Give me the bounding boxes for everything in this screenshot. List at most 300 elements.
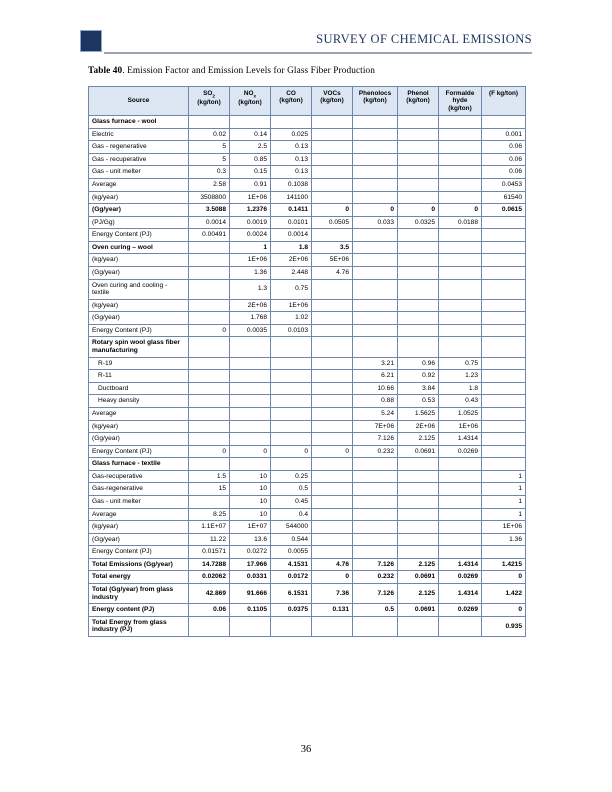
data-cell: 1E+06 [482, 521, 526, 534]
data-cell [439, 166, 482, 179]
data-cell [482, 337, 526, 357]
data-cell [398, 324, 439, 337]
data-cell: 1.02 [271, 312, 312, 325]
data-cell: 2.5 [230, 141, 271, 154]
data-cell: 0.13 [271, 153, 312, 166]
data-cell: 7.36 [312, 584, 353, 604]
data-cell [398, 116, 439, 129]
data-cell [439, 128, 482, 141]
data-cell [482, 267, 526, 280]
data-cell [398, 229, 439, 242]
data-cell [482, 370, 526, 383]
data-cell [353, 324, 398, 337]
data-cell: 4.76 [312, 558, 353, 571]
data-cell [312, 382, 353, 395]
data-cell: 0 [271, 445, 312, 458]
data-cell: 0.0691 [398, 445, 439, 458]
data-cell: 1E+06 [271, 299, 312, 312]
data-cell [439, 533, 482, 546]
table-row [89, 496, 526, 509]
data-cell [482, 216, 526, 229]
row-label-cell: Electric [89, 128, 189, 141]
data-cell [271, 337, 312, 357]
data-cell [230, 616, 271, 636]
data-cell [482, 324, 526, 337]
data-cell [398, 191, 439, 204]
table-row [89, 337, 526, 357]
data-cell [353, 153, 398, 166]
data-cell [398, 241, 439, 254]
table-row [89, 433, 526, 446]
data-cell [312, 433, 353, 446]
row-label-cell: (PJ/Gg) [89, 216, 189, 229]
data-cell [271, 433, 312, 446]
data-cell [271, 116, 312, 129]
table-row [89, 533, 526, 546]
table-row [89, 357, 526, 370]
data-cell: 1 [482, 483, 526, 496]
table-row [89, 470, 526, 483]
data-cell: 10 [230, 508, 271, 521]
table-caption-text: . Emission Factor and Emission Levels for Glass Fiber Production [122, 66, 376, 76]
data-cell: 2E+06 [398, 420, 439, 433]
data-cell: 0.3 [189, 166, 230, 179]
row-label-cell: Total (Gg/year) from glass industry [89, 584, 189, 604]
data-cell [398, 546, 439, 559]
data-cell: 91.666 [230, 584, 271, 604]
data-cell: 0.0615 [482, 204, 526, 217]
data-cell [439, 254, 482, 267]
data-cell [398, 178, 439, 191]
row-label-cell: Energy content (PJ) [89, 604, 189, 617]
data-cell [353, 312, 398, 325]
data-cell [230, 458, 271, 471]
data-cell: 6.21 [353, 370, 398, 383]
row-label-cell: (Gg/year) [89, 433, 189, 446]
data-cell [439, 324, 482, 337]
table-row [89, 254, 526, 267]
data-cell [312, 312, 353, 325]
data-cell [353, 254, 398, 267]
data-cell: 1.4314 [439, 433, 482, 446]
column-header-nox: $NO_x$ (kg/ton) [230, 87, 271, 116]
data-cell [312, 178, 353, 191]
data-cell: 1.1E+07 [189, 521, 230, 534]
data-cell: 0.0269 [439, 571, 482, 584]
data-cell: 1.3 [230, 279, 271, 299]
data-cell [353, 279, 398, 299]
row-label-cell: Oven curing – wool [89, 241, 189, 254]
data-cell [353, 521, 398, 534]
row-label-cell: Energy Content (PJ) [89, 546, 189, 559]
column-header-formaldehyde: Formalde hyde (kg/ton) [439, 87, 482, 116]
data-cell [398, 470, 439, 483]
data-cell: 3.5 [312, 241, 353, 254]
column-header-source: Source [89, 87, 189, 116]
data-cell: 0.13 [271, 141, 312, 154]
data-cell [189, 312, 230, 325]
data-cell [482, 229, 526, 242]
row-label-cell: Glass furnace - textile [89, 458, 189, 471]
data-cell: 2.125 [398, 433, 439, 446]
header-logo-mark [80, 30, 102, 52]
data-cell: 1 [230, 241, 271, 254]
table-row [89, 267, 526, 280]
row-label-cell: (kg/year) [89, 420, 189, 433]
data-cell: 1.4215 [482, 558, 526, 571]
data-cell: 2.125 [398, 584, 439, 604]
data-cell: 0 [482, 571, 526, 584]
data-cell: 2.448 [271, 267, 312, 280]
data-cell: 0.02 [189, 128, 230, 141]
data-cell [439, 508, 482, 521]
data-cell: 0.1411 [271, 204, 312, 217]
data-cell [398, 508, 439, 521]
table-row [89, 216, 526, 229]
data-cell [312, 616, 353, 636]
data-cell [482, 445, 526, 458]
data-cell [482, 395, 526, 408]
data-cell [271, 370, 312, 383]
data-cell [353, 267, 398, 280]
table-row [89, 128, 526, 141]
data-cell: 0.06 [482, 166, 526, 179]
row-label-cell: Total Emissions (Gg/year) [89, 558, 189, 571]
data-cell: 7.126 [353, 558, 398, 571]
data-cell: 0.02062 [189, 571, 230, 584]
data-cell [312, 508, 353, 521]
data-cell [482, 312, 526, 325]
data-cell [353, 191, 398, 204]
data-cell [189, 116, 230, 129]
row-label-cell: Heavy density [89, 395, 189, 408]
row-label-cell: Average [89, 407, 189, 420]
data-cell [439, 458, 482, 471]
data-cell [398, 496, 439, 509]
data-cell [353, 141, 398, 154]
data-cell: 0 [312, 204, 353, 217]
row-label-cell: R-19 [89, 357, 189, 370]
table-row [89, 604, 526, 617]
table-row [89, 178, 526, 191]
running-header-title: SURVEY OF CHEMICAL EMISSIONS [316, 32, 532, 46]
data-cell [398, 153, 439, 166]
table-row [89, 521, 526, 534]
data-cell [439, 312, 482, 325]
data-cell: 0.06 [482, 141, 526, 154]
data-cell: 0.43 [439, 395, 482, 408]
data-cell [312, 116, 353, 129]
data-cell [353, 178, 398, 191]
data-cell: 1 [482, 508, 526, 521]
data-cell [398, 483, 439, 496]
header-divider-rule [104, 52, 532, 54]
data-cell [439, 267, 482, 280]
data-cell: 17.966 [230, 558, 271, 571]
data-cell: 0.15 [230, 166, 271, 179]
data-cell [353, 241, 398, 254]
data-cell [398, 128, 439, 141]
data-cell: 1E+06 [439, 420, 482, 433]
data-cell: 0.001 [482, 128, 526, 141]
data-cell [189, 299, 230, 312]
data-cell: 0.00491 [189, 229, 230, 242]
data-cell: 0.0014 [271, 229, 312, 242]
data-cell: 7.126 [353, 584, 398, 604]
data-cell: 6.1531 [271, 584, 312, 604]
data-cell [439, 241, 482, 254]
data-cell: 0.88 [353, 395, 398, 408]
data-cell [398, 616, 439, 636]
data-cell: 0.0014 [189, 216, 230, 229]
table-row [89, 324, 526, 337]
row-label-cell: R-11 [89, 370, 189, 383]
data-cell [189, 241, 230, 254]
data-cell: 0.0505 [312, 216, 353, 229]
data-cell: 1.4314 [439, 558, 482, 571]
data-cell [398, 267, 439, 280]
data-cell: 1.2376 [230, 204, 271, 217]
data-cell: 0.5 [271, 483, 312, 496]
row-label-cell: Total energy [89, 571, 189, 584]
data-cell: 0.0188 [439, 216, 482, 229]
data-cell [271, 407, 312, 420]
data-cell: 0.06 [482, 153, 526, 166]
data-cell [398, 254, 439, 267]
data-cell [189, 337, 230, 357]
data-cell: 42.869 [189, 584, 230, 604]
data-cell [353, 229, 398, 242]
table-row [89, 370, 526, 383]
data-cell: 0.0269 [439, 445, 482, 458]
data-cell [353, 616, 398, 636]
data-cell [398, 141, 439, 154]
data-cell [312, 153, 353, 166]
row-label-cell: Ductboard [89, 382, 189, 395]
data-cell [482, 407, 526, 420]
data-cell [398, 166, 439, 179]
data-cell: 3.84 [398, 382, 439, 395]
row-label-cell: Gas - regenerative [89, 141, 189, 154]
table-row [89, 153, 526, 166]
data-cell [230, 382, 271, 395]
data-cell: 0.232 [353, 445, 398, 458]
data-cell: 0.53 [398, 395, 439, 408]
data-cell: 1.5625 [398, 407, 439, 420]
data-cell: 0.85 [230, 153, 271, 166]
table-row [89, 229, 526, 242]
page-number: 36 [300, 744, 312, 755]
data-cell [230, 407, 271, 420]
data-cell [312, 324, 353, 337]
data-cell [312, 546, 353, 559]
data-cell: 5 [189, 141, 230, 154]
table-row [89, 445, 526, 458]
data-cell [312, 470, 353, 483]
data-cell: 1E+07 [230, 521, 271, 534]
row-label-cell: (Gg/year) [89, 204, 189, 217]
data-cell: 0.0691 [398, 571, 439, 584]
data-cell: 10 [230, 483, 271, 496]
data-cell: 0.06 [189, 604, 230, 617]
data-cell [439, 153, 482, 166]
data-cell [189, 267, 230, 280]
column-header-phenolocs: Phenolocs (kg/ton) [353, 87, 398, 116]
data-cell: 4.1531 [271, 558, 312, 571]
data-cell: 2E+06 [271, 254, 312, 267]
table-header-row [89, 87, 526, 116]
row-label-cell: (kg/year) [89, 191, 189, 204]
data-cell: 0 [353, 204, 398, 217]
data-cell: 2E+06 [230, 299, 271, 312]
data-cell: 0 [230, 445, 271, 458]
data-cell: 0 [312, 445, 353, 458]
table-row [89, 166, 526, 179]
data-cell [482, 254, 526, 267]
data-cell [189, 357, 230, 370]
data-cell: 7.126 [353, 433, 398, 446]
data-cell [312, 395, 353, 408]
data-cell [439, 116, 482, 129]
data-cell: 0.0055 [271, 546, 312, 559]
data-cell: 0 [482, 604, 526, 617]
data-cell [353, 116, 398, 129]
data-cell [230, 116, 271, 129]
data-cell [189, 382, 230, 395]
data-cell: 1.23 [439, 370, 482, 383]
data-cell [353, 470, 398, 483]
data-cell [189, 496, 230, 509]
data-cell [189, 420, 230, 433]
data-cell: 0.0172 [271, 571, 312, 584]
data-cell: 0.0331 [230, 571, 271, 584]
data-cell [482, 458, 526, 471]
data-cell [189, 458, 230, 471]
data-cell: 10.66 [353, 382, 398, 395]
data-cell: 4.76 [312, 267, 353, 280]
data-cell: 3508800 [189, 191, 230, 204]
data-cell [230, 433, 271, 446]
data-cell [353, 166, 398, 179]
data-cell: 1.4314 [439, 584, 482, 604]
data-cell [312, 533, 353, 546]
data-cell [271, 395, 312, 408]
data-cell [439, 337, 482, 357]
data-cell: 0 [189, 324, 230, 337]
data-cell [312, 279, 353, 299]
data-cell: 0.025 [271, 128, 312, 141]
data-cell [482, 116, 526, 129]
data-cell [439, 616, 482, 636]
data-cell [482, 241, 526, 254]
data-cell: 0.0024 [230, 229, 271, 242]
data-cell: 0.1038 [271, 178, 312, 191]
data-cell: 1 [482, 496, 526, 509]
data-cell [353, 508, 398, 521]
data-cell [271, 616, 312, 636]
page-header [80, 28, 532, 62]
data-cell [271, 420, 312, 433]
data-cell [398, 312, 439, 325]
data-cell [312, 496, 353, 509]
row-label-cell: Average [89, 508, 189, 521]
data-cell [189, 616, 230, 636]
row-label-cell: Glass furnace - wool [89, 116, 189, 129]
data-cell: 0.14 [230, 128, 271, 141]
data-cell [482, 420, 526, 433]
data-cell: 14.7288 [189, 558, 230, 571]
data-cell [271, 458, 312, 471]
table-row [89, 299, 526, 312]
data-cell [189, 370, 230, 383]
data-cell: 0.4 [271, 508, 312, 521]
data-cell [439, 299, 482, 312]
data-cell [439, 483, 482, 496]
data-cell: 0 [398, 204, 439, 217]
table-row [89, 616, 526, 636]
table-header [89, 87, 526, 116]
data-cell: 0.935 [482, 616, 526, 636]
data-cell: 3.5088 [189, 204, 230, 217]
data-cell [353, 546, 398, 559]
data-cell [189, 279, 230, 299]
table-row [89, 546, 526, 559]
data-cell: 0.0101 [271, 216, 312, 229]
data-cell: 2.58 [189, 178, 230, 191]
data-cell: 0.96 [398, 357, 439, 370]
data-cell [189, 254, 230, 267]
emissions-table [88, 86, 526, 637]
data-cell [312, 229, 353, 242]
table-row [89, 584, 526, 604]
data-cell: 0.544 [271, 533, 312, 546]
table-row [89, 279, 526, 299]
table-row [89, 420, 526, 433]
row-label-cell: Gas-regenerative [89, 483, 189, 496]
data-cell [312, 299, 353, 312]
row-label-cell: Total Energy from glass industry (PJ) [89, 616, 189, 636]
data-cell: 0.75 [271, 279, 312, 299]
data-cell [312, 141, 353, 154]
row-label-cell: Gas - unit melter [89, 496, 189, 509]
data-cell: 0.0691 [398, 604, 439, 617]
table-caption [88, 66, 528, 76]
data-cell: 10 [230, 496, 271, 509]
data-cell [312, 521, 353, 534]
row-label-cell: (Gg/year) [89, 312, 189, 325]
data-cell: 0.131 [312, 604, 353, 617]
table-row [89, 571, 526, 584]
data-cell [353, 483, 398, 496]
data-cell: 3.21 [353, 357, 398, 370]
data-cell [439, 178, 482, 191]
row-label-cell: Energy Content (PJ) [89, 324, 189, 337]
data-cell: 1.0525 [439, 407, 482, 420]
table-row [89, 407, 526, 420]
row-label-cell: Gas-recuperative [89, 470, 189, 483]
data-cell: 5 [189, 153, 230, 166]
table-row [89, 508, 526, 521]
data-cell [312, 420, 353, 433]
column-header-so2: $SO_2$ (kg/ton) [189, 87, 230, 116]
row-label-cell: Energy Content (PJ) [89, 445, 189, 458]
data-cell: 7E+06 [353, 420, 398, 433]
data-cell [398, 279, 439, 299]
data-cell: 1.768 [230, 312, 271, 325]
data-cell: 1.422 [482, 584, 526, 604]
data-cell [189, 407, 230, 420]
data-cell [439, 229, 482, 242]
